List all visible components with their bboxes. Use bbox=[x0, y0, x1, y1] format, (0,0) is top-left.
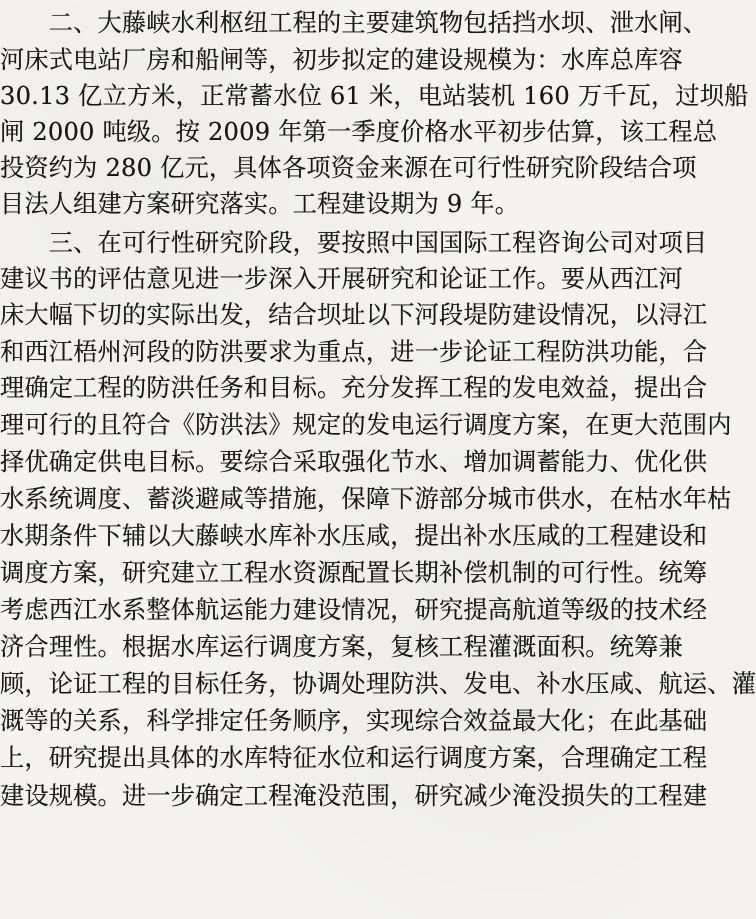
paragraph-2-line-1: 二、大藤峡水利枢纽工程的主要建筑物包括挡水坝、泄水闸、 bbox=[0, 9, 708, 37]
paragraph-2-line-6: 目法人组建方案研究落实。工程建设期为 9 年。 bbox=[0, 190, 520, 218]
paragraph-3-line-4: 和西江梧州河段的防洪要求为重点，进一步论证工程防洪功能，合 bbox=[0, 338, 708, 366]
paragraph-3-line-1: 三、在可行性研究阶段，要按照中国国际工程咨询公司对项目 bbox=[0, 229, 708, 257]
paragraph-3-line-9: 水期条件下辅以大藤峡水库补水压咸，提出补水压咸的工程建设和 bbox=[0, 522, 708, 550]
paragraph-3-line-10: 调度方案，研究建立工程水资源配置长期补偿机制的可行性。统筹 bbox=[0, 559, 708, 587]
paragraph-2-line-4: 闸 2000 吨级。按 2009 年第一季度价格水平初步估算，该工程总 bbox=[0, 118, 718, 146]
paragraph-3-line-8: 水系统调度、蓄淡避咸等措施，保障下游部分城市供水，在枯水年枯 bbox=[0, 485, 732, 513]
paragraph-2-line-2: 河床式电站厂房和船闸等，初步拟定的建设规模为：水库总库容 bbox=[0, 46, 683, 74]
paragraph-3-line-12: 济合理性。根据水库运行调度方案，复核工程灌溉面积。统筹兼 bbox=[0, 633, 683, 661]
paragraph-3-line-6: 理可行的且符合《防洪法》规定的发电运行调度方案，在更大范围内 bbox=[0, 411, 732, 439]
paragraph-3-line-13: 顾，论证工程的目标任务，协调处理防洪、发电、补水压咸、航运、灌 bbox=[0, 670, 756, 698]
paragraph-3-line-16: 建设规模。进一步确定工程淹没范围，研究减少淹没损失的工程建 bbox=[0, 782, 708, 810]
paragraph-3-line-11: 考虑西江水系整体航运能力建设情况，研究提高航道等级的技术经 bbox=[0, 596, 708, 624]
paragraph-3-line-3: 床大幅下切的实际出发，结合坝址以下河段堤防建设情况，以浔江 bbox=[0, 301, 708, 329]
paragraph-3-line-5: 理确定工程的防洪任务和目标。充分发挥工程的发电效益，提出合 bbox=[0, 374, 708, 402]
paragraph-2-line-3: 30.13 亿立方米，正常蓄水位 61 米，电站装机 160 万千瓦，过坝船 bbox=[0, 82, 749, 110]
paragraph-2-line-5: 投资约为 280 亿元，具体各项资金来源在可行性研究阶段结合项 bbox=[0, 154, 697, 182]
paragraph-3-line-7: 择优确定供电目标。要综合采取强化节水、增加调蓄能力、优化供 bbox=[0, 448, 708, 476]
paragraph-3-line-15: 上，研究提出具体的水库特征水位和运行调度方案，合理确定工程 bbox=[0, 744, 708, 772]
paragraph-3-line-2: 建议书的评估意见进一步深入开展研究和论证工作。要从西江河 bbox=[0, 265, 683, 293]
paragraph-3-line-14: 溉等的关系，科学排定任务顺序，实现综合效益最大化；在此基础 bbox=[0, 707, 708, 735]
